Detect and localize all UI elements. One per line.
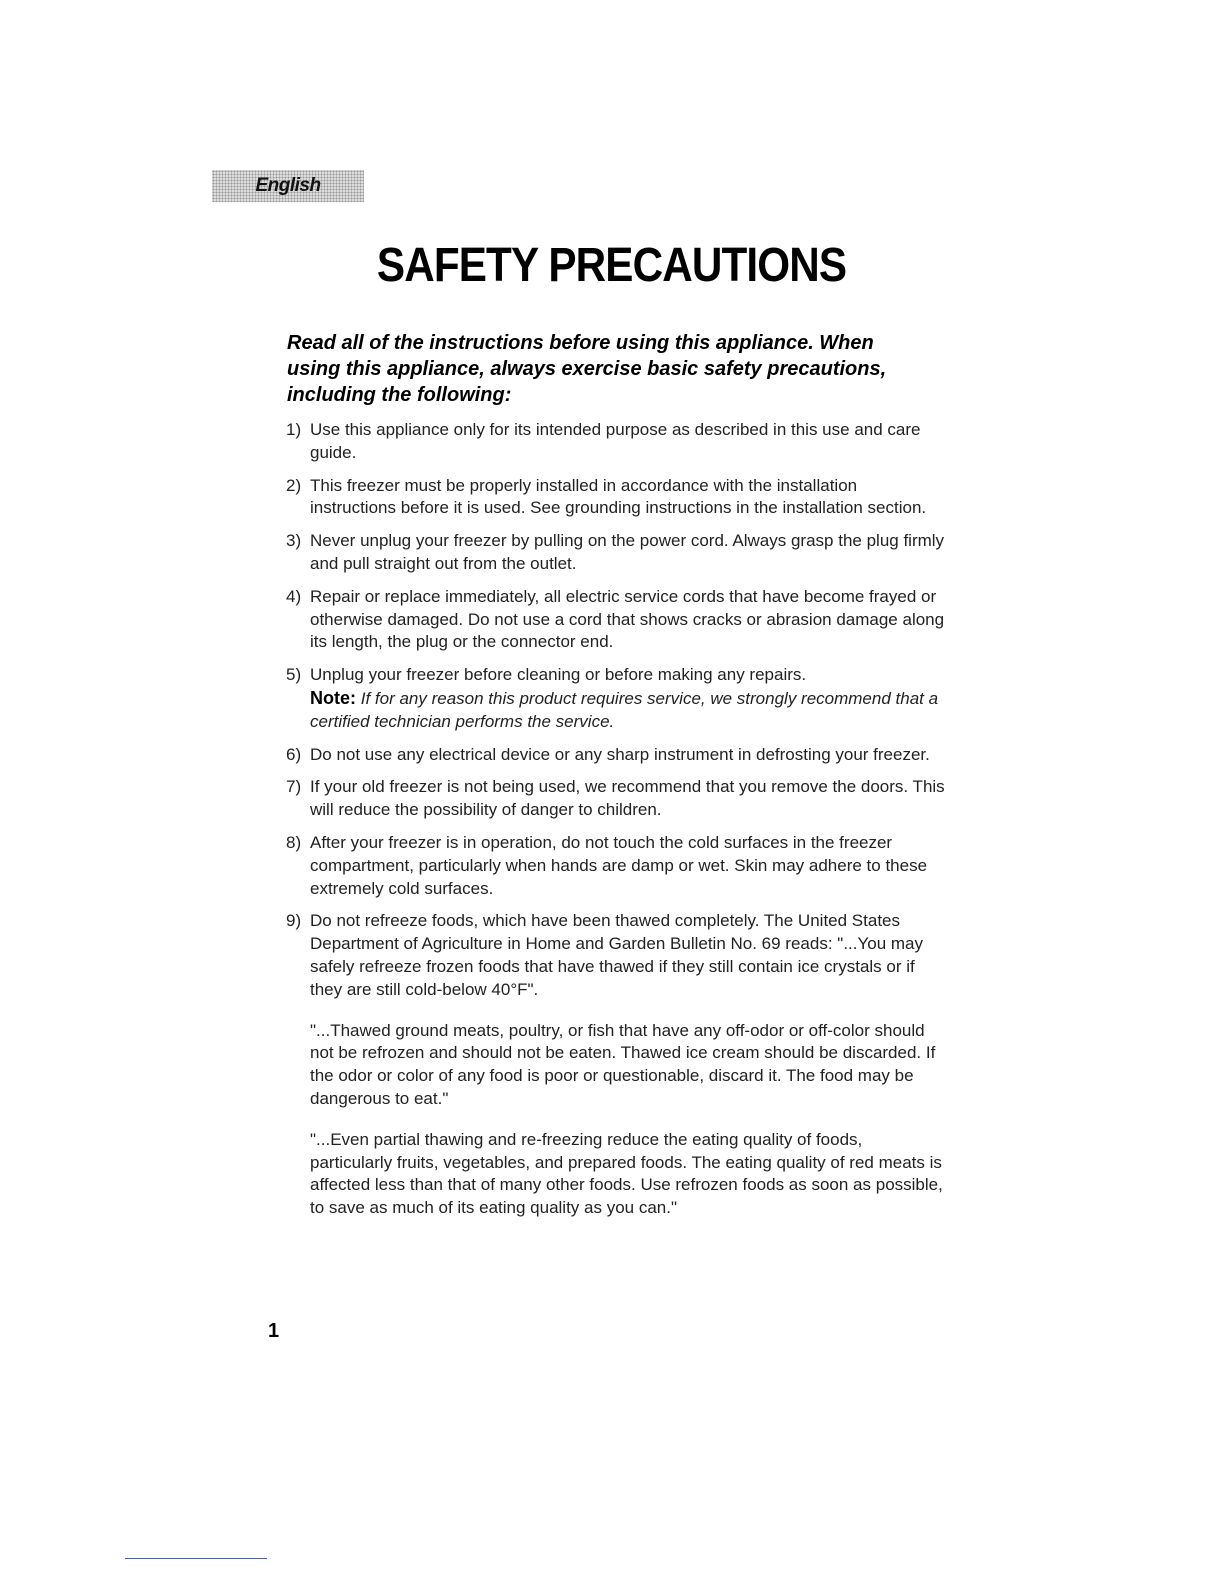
page-title: SAFETY PRECAUTIONS <box>376 239 847 292</box>
intro-instructions: Read all of the instructions before using this appliance. When using this appliance, always exercise basic safety precautions, including the following: <box>287 332 887 406</box>
item-number: 8) <box>286 832 302 852</box>
item-text: Unplug your freezer before cleaning or before making any repairs. <box>310 665 807 685</box>
item-number: 1) <box>286 420 302 439</box>
usda-quote-2: "...Even partial thawing and re-freezing reduce the eating quality of foods, particularly fruits, vegetables, and prepared foods. The eating quality of red meats is affected less than that of many other foods. Use refrozen foods as soon as possible, to save as much of its eating quality as you can." <box>310 1129 943 1218</box>
note-text: If for any reason this product requires service, we strongly recommend that a certified technician performs the service. <box>310 688 939 731</box>
list-item <box>286 832 946 900</box>
language-tab <box>212 170 364 202</box>
item-text: Use this appliance only for its intended purpose as described in this use and care guide. <box>310 420 921 462</box>
list-item <box>286 664 946 733</box>
item-text: Never unplug your freezer by pulling on the power cord. Always grasp the plug firmly and pull straight out from the outlet. <box>310 531 945 573</box>
footer-rule <box>125 1558 267 1559</box>
item-text: Do not use any electrical device or any sharp instrument in defrosting your freezer. <box>310 744 930 764</box>
item-text: Do not refreeze foods, which have been thawed completely. The United States Department of Agriculture in Home and Garden Bulletin No. 69 reads: "...You may safely refreeze frozen foods that have thawed if they still contain ice crystals or if they are still cold-below 40°F". <box>310 911 924 999</box>
precautions-list <box>286 419 946 1230</box>
page-number: 1 <box>268 1320 280 1342</box>
item-number: 4) <box>286 586 302 606</box>
item-text: Repair or replace immediately, all electric service cords that have become frayed or otherwise damaged. Do not use a cord that shows cracks or abrasion damage along its length, the plug or the connector end. <box>310 586 945 652</box>
list-item <box>286 586 946 654</box>
list-item <box>286 475 946 521</box>
list-item <box>286 744 946 767</box>
item-text: This freezer must be properly installed in accordance with the installation instructions before it is used. See grounding instructions in the installation section. <box>310 475 927 518</box>
list-item <box>286 910 946 1220</box>
note-label: Note: <box>310 687 356 708</box>
item-number: 9) <box>286 911 302 931</box>
list-item <box>286 776 946 822</box>
item-text: If your old freezer is not being used, we recommend that you remove the doors. This will reduce the possibility of danger to children. <box>310 777 945 820</box>
item-number: 5) <box>286 665 302 685</box>
item-number: 7) <box>286 777 302 797</box>
item-text: After your freezer is in operation, do not touch the cold surfaces in the freezer compartment, particularly when hands are damp or wet. Skin may adhere to these extremely cold surfaces. <box>310 832 928 898</box>
item-body <box>310 664 946 733</box>
usda-quote-1: "...Thawed ground meats, poultry, or fish that have any off-odor or off-color should not be refrozen and should not be eaten. Thawed ice cream should be discarded. If the odor or color of any food is poor or questionable, discard it. The food may be dangerous to eat." <box>310 1020 936 1108</box>
list-item <box>286 530 946 576</box>
item-number: 3) <box>286 531 302 551</box>
item-number: 2) <box>286 475 302 495</box>
item-body <box>310 910 946 1220</box>
list-item <box>286 419 946 465</box>
language-label: English <box>255 175 321 196</box>
item-number: 6) <box>286 744 302 764</box>
